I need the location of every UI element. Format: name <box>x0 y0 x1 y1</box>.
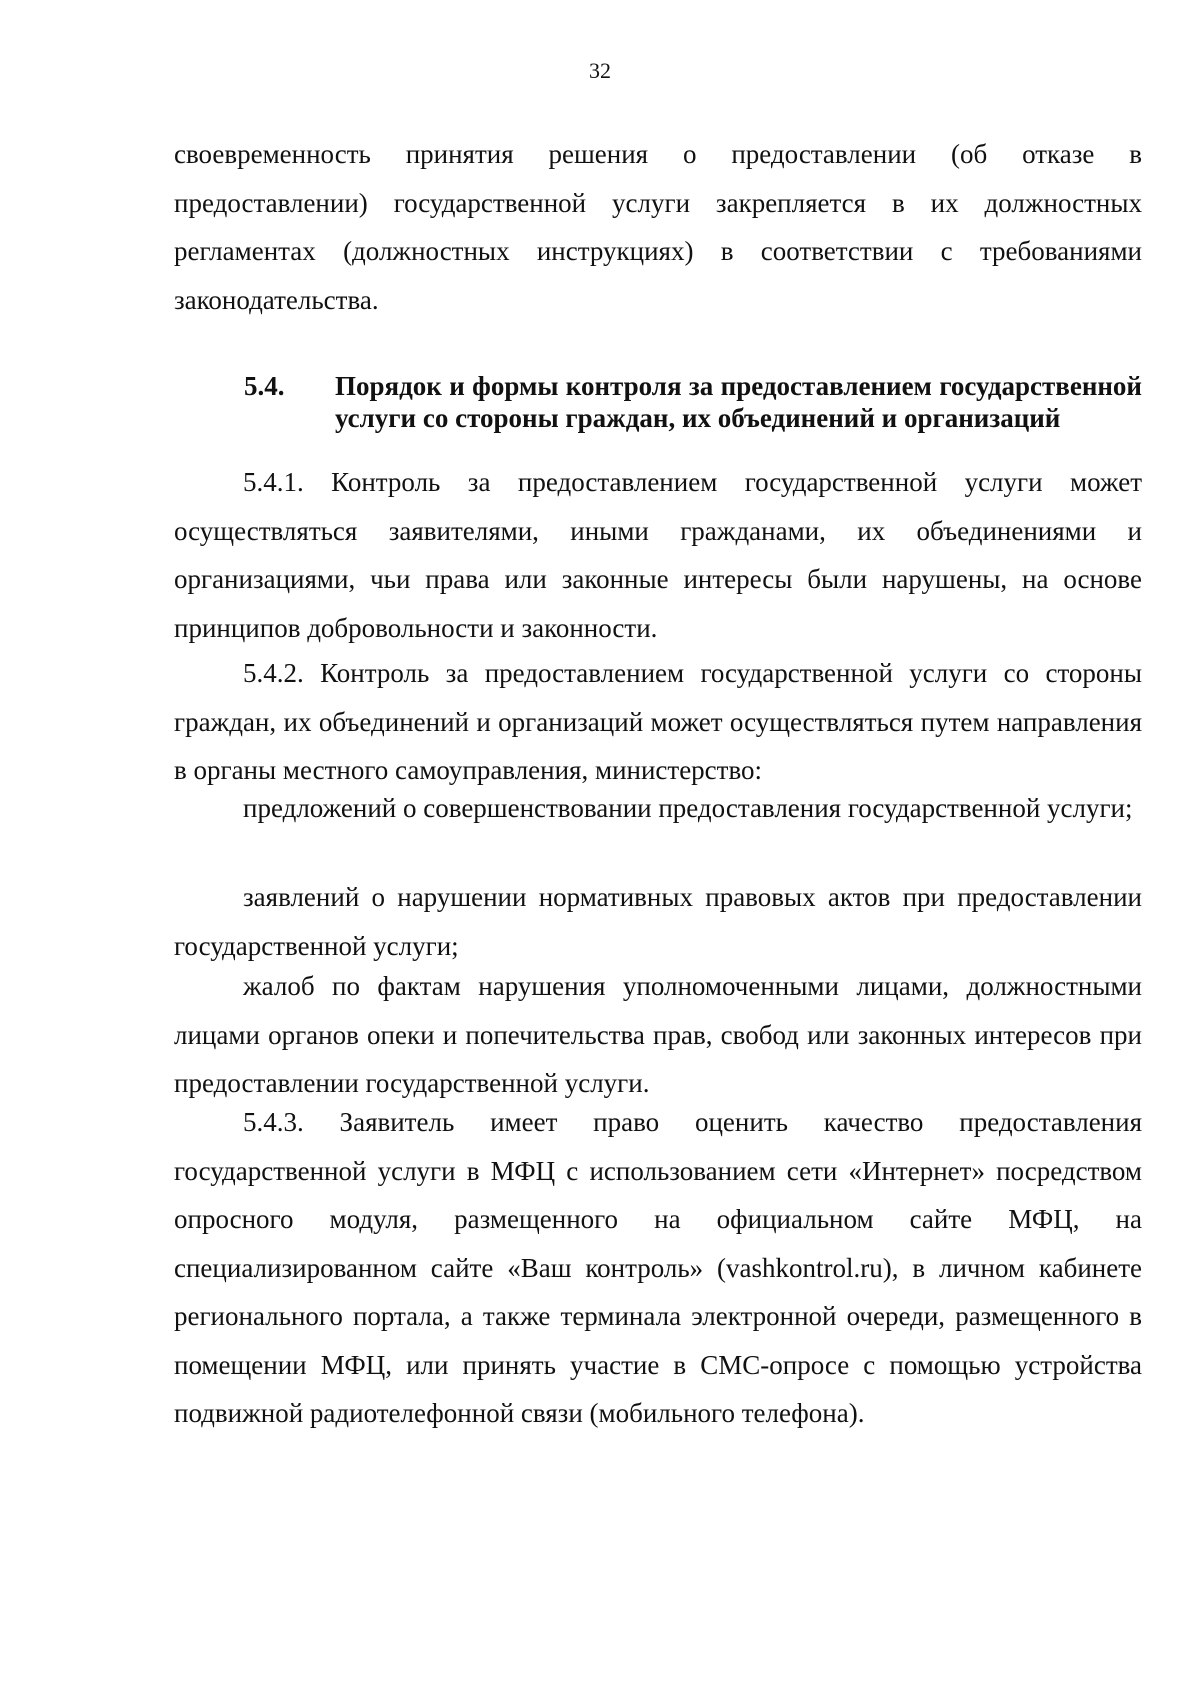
continuation-paragraph: своевременность принятия решения о предоставлении (об отказе в предоставлении) государственной услуги закрепляется в их должностных регламентах (должностных инструкциях) в соответствии с требованиями законодательства. <box>174 139 1142 315</box>
page-number: 32 <box>589 58 611 83</box>
list-item-complaints: жалоб по фактам нарушения уполномоченными лицами, должностными лицами органов опеки и попечительства прав, свобод или законных интересов при предоставлении государственной услуги. <box>174 971 1142 1098</box>
paragraph-5-4-1: 5.4.1. Контроль за предоставлением государственной услуги может осуществляться заявителями, иными гражданами, их объединениями и организациями, чьи права или законные интересы были нарушены, на основе принципов добровольности и законности. <box>174 467 1142 643</box>
paragraph-5-4-3: 5.4.3. Заявитель имеет право оценить качество предоставления государственной услуги в МФЦ с использованием сети «Интернет» посредством опросного модуля, размещенного на официальном сайте МФЦ, на специализированном сайте «Ваш контроль» (vashkontrol.ru), в личном кабинете регионального портала, а также терминала электронной очереди, размещенного в помещении МФЦ, или принять участие в СМС-опросе с помощью устройства подвижной радиотелефонной связи (мобильного телефона). <box>174 1107 1142 1428</box>
section-number: 5.4. <box>244 371 285 401</box>
paragraph-5-4-2: 5.4.2. Контроль за предоставлением государственной услуги со стороны граждан, их объединений и организаций может осуществляться путем направления в органы местного самоуправления, министерство: <box>174 658 1142 785</box>
list-item-proposals: предложений о совершенствовании предоставления государственной услуги; <box>243 793 1133 823</box>
section-title: Порядок и формы контроля за предоставлением государственной услуги со стороны граждан, их объединений и организаций <box>335 371 1142 433</box>
list-item-statements: заявлений о нарушении нормативных правовых актов при предоставлении государственной услуги; <box>174 882 1142 961</box>
